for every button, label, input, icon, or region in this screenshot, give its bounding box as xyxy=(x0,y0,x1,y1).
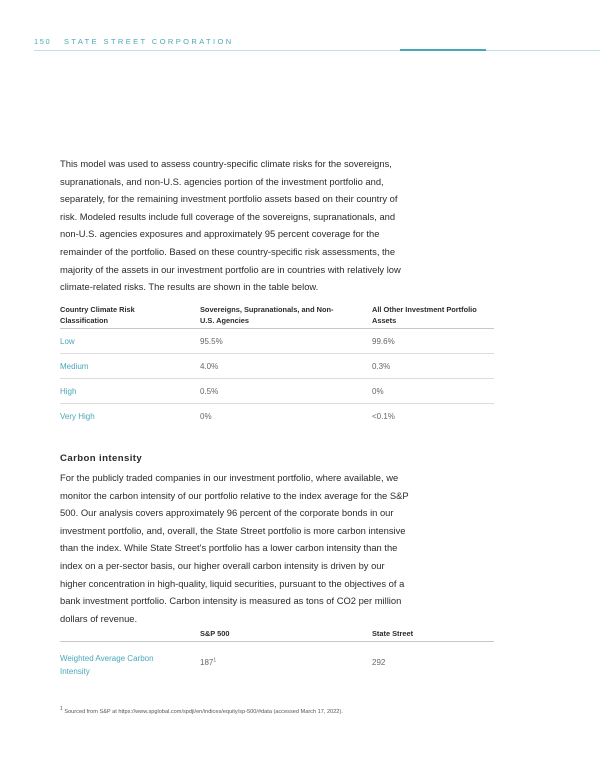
risk-level-label: Low xyxy=(60,337,75,346)
organization-name: STATE STREET CORPORATION xyxy=(64,37,234,46)
table-row xyxy=(60,354,494,379)
sovereigns-value: 0.5% xyxy=(200,387,219,396)
sovereigns-value: 95.5% xyxy=(200,337,223,346)
other-assets-value: 0% xyxy=(372,387,384,396)
state-street-value: 292 xyxy=(372,658,386,667)
column-header-state-street: State Street xyxy=(372,629,414,638)
sp500-value xyxy=(200,658,216,667)
table-row xyxy=(60,404,494,428)
column-header-risk-classification: Country Climate Risk Classification xyxy=(60,305,135,325)
footnote-text: Sourced from S&P at https://www.spglobal.com/spdji/en/indices/equity/sp-500/#data (accessed March 17, 2022). xyxy=(64,709,343,715)
other-assets-value: 99.6% xyxy=(372,337,395,346)
column-header-sovereigns: Sovereigns, Supranationals, and Non-U.S. Agencies xyxy=(200,305,334,325)
risk-level-label: Medium xyxy=(60,362,89,371)
column-header-other-assets: All Other Investment Portfolio Assets xyxy=(372,305,477,325)
metric-label: Weighted Average Carbon Intensity xyxy=(60,654,154,676)
column-header-sp500: S&P 500 xyxy=(200,629,230,638)
footnote-marker: 1 xyxy=(60,706,63,713)
header-rule-accent xyxy=(400,49,486,51)
other-assets-value: <0.1% xyxy=(372,412,395,421)
intro-paragraph: This model was used to assess country-specific climate risks for the sovereigns, supranationals, and non-U.S. agencies portion of the investment portfolio and, separately, for the remaining investment portfolio assets based on their country of risk. Modeled results include full coverage of the sovereigns, supranationals, and non-U.S. agencies exposures and approximately 95 percent coverage for the remainder of the portfolio. Based on these country-specific risk assessments, the majority of the assets in our investment portfolio are in countries with relatively low climate-related risks. The results are shown in the table below. xyxy=(60,158,401,293)
risk-level-label: High xyxy=(60,387,77,396)
sovereigns-value: 0% xyxy=(200,412,212,421)
carbon-intensity-paragraph: For the publicly traded companies in our investment portfolio, where available, we monitor the carbon intensity of our portfolio relative to the index average for the S&P 500. Our analysis covers approximately 96 percent of the corporate bonds in our investment portfolio, and, overall, the State Street portfolio is more carbon intensive than the index. While State Street's portfolio has a lower carbon intensity than the index on a per-sector basis, our higher overall carbon intensity is driven by our higher concentration in high-quality, liquid securities, pursuant to the objectives of a bank investment portfolio. Carbon intensity is measured as tons of CO2 per million dollars of revenue. xyxy=(60,472,409,624)
carbon-intensity-heading: Carbon intensity xyxy=(60,453,143,464)
footnote-reference: 1 xyxy=(213,657,217,664)
table-row xyxy=(60,329,494,354)
sovereigns-value: 4.0% xyxy=(200,362,219,371)
other-assets-value: 0.3% xyxy=(372,362,391,371)
page-number: 150 xyxy=(34,37,52,46)
sp500-value-number: 187 xyxy=(200,658,214,667)
header-rule xyxy=(34,50,600,51)
table-row xyxy=(60,379,494,404)
table-header-row xyxy=(60,304,494,329)
table-row xyxy=(60,642,494,679)
footnote xyxy=(60,706,343,715)
climate-risk-table xyxy=(60,304,494,428)
table-header-row xyxy=(60,628,494,642)
risk-level-label: Very High xyxy=(60,412,95,421)
carbon-intensity-table xyxy=(60,628,494,679)
